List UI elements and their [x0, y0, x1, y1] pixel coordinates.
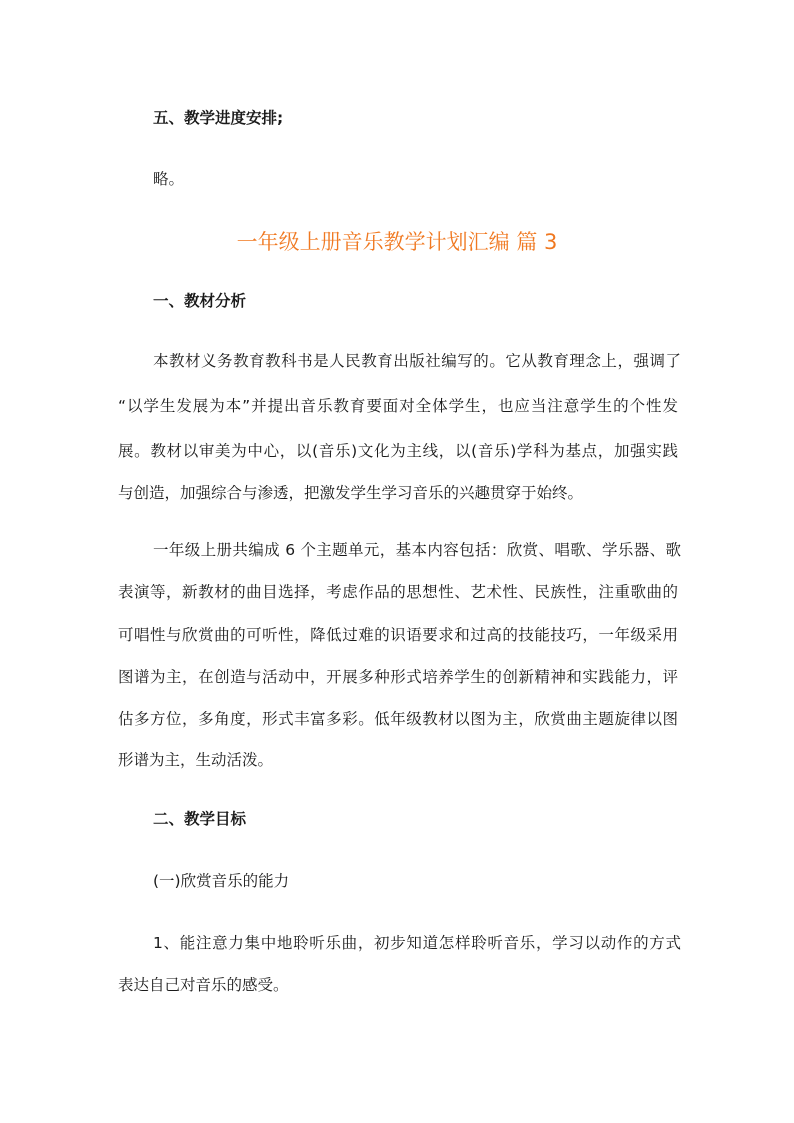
paragraph-line: 展。教材以审美为中心，以(音乐)文化为主线，以(音乐)学科为基点，加强实践 [118, 442, 678, 460]
paragraph-line: 一年级上册共编成 6 个主题单元，基本内容包括：欣赏、唱歌、学乐器、歌 [153, 541, 681, 559]
section-heading-teaching-goals: 二、教学目标 [153, 810, 247, 828]
heading-teaching-schedule: 五、教学进度安排; [153, 109, 284, 127]
paragraph-line: 表达自己对音乐的感受。 [118, 976, 289, 994]
paragraph-line: 可唱性与欣赏曲的可听性，降低过难的识语要求和过高的技能技巧，一年级采用 [118, 626, 678, 644]
paragraph-line: 与创造，加强综合与渗透，把激发学生学习音乐的兴趣贯穿于始终。 [118, 484, 584, 502]
paragraph-line: 形谱为主，生动活泼。 [118, 751, 274, 769]
paragraph-line: “以学生发展为本”并提出音乐教育要面对全体学生，也应当注意学生的个性发 [118, 397, 678, 415]
paragraph-line: 1、能注意力集中地聆听乐曲，初步知道怎样聆听音乐，学习以动作的方式 [153, 934, 681, 952]
document-title: 一年级上册音乐教学计划汇编 篇 3 [236, 230, 558, 254]
brief-text: 略。 [153, 170, 185, 188]
paragraph-line: 图谱为主，在创造与活动中，开展多种形式培养学生的创新精神和实践能力，评 [118, 668, 678, 686]
section-heading-textbook-analysis: 一、教材分析 [153, 292, 247, 310]
subsection-heading-music-appreciation: (一)欣赏音乐的能力 [153, 872, 290, 890]
paragraph-line: 本教材义务教育教科书是人民教育出版社编写的。它从教育理念上，强调了 [153, 352, 681, 370]
paragraph-line: 表演等，新教材的曲目选择，考虑作品的思想性、艺术性、民族性，注重歌曲的 [118, 583, 678, 601]
paragraph-line: 估多方位，多角度，形式丰富多彩。低年级教材以图为主，欣赏曲主题旋律以图 [118, 710, 678, 728]
